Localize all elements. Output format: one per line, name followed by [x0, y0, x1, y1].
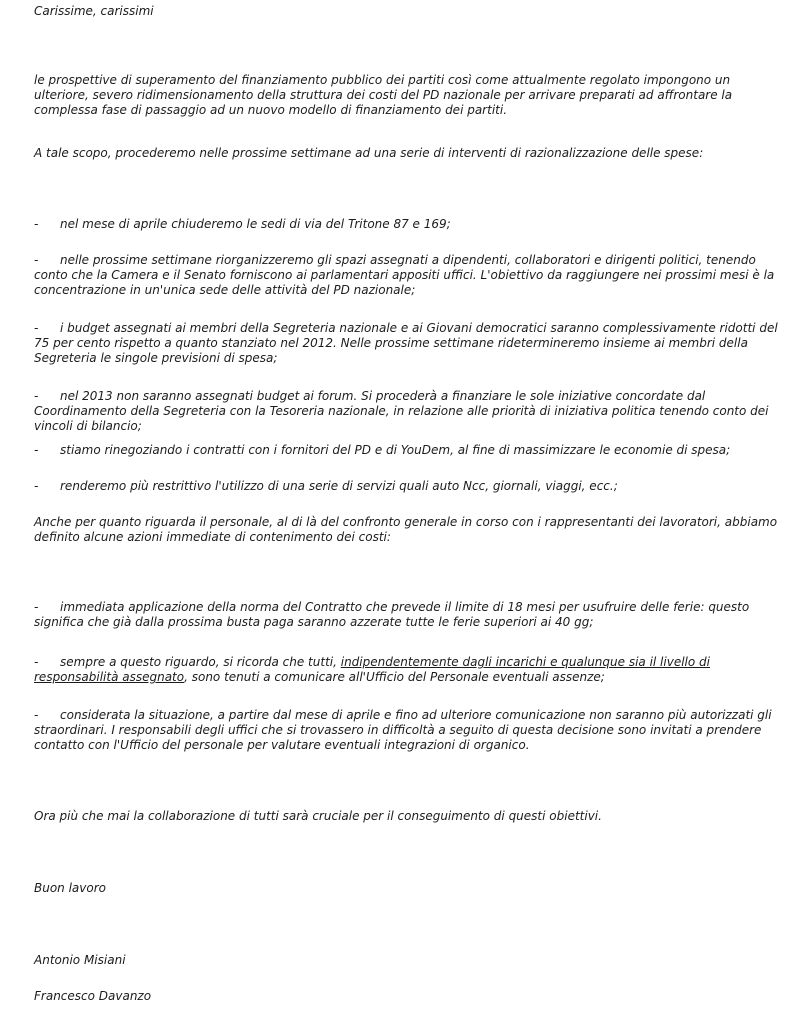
underlined-text: indipendentemente dagli incarichi e qualunque sia il livello di responsabilità assegnato	[34, 655, 710, 684]
personnel-text: sempre a questo riguardo, si ricorda che tutti,	[60, 655, 341, 669]
bullet-dash: -	[34, 600, 39, 614]
bullet-dash: -	[34, 708, 39, 722]
measure-item	[34, 217, 782, 232]
measure-item	[34, 443, 782, 458]
personnel-text: , sono tenuti a comunicare all'Ufficio del Personale eventuali assenze;	[184, 670, 605, 684]
personnel-text: considerata la situazione, a partire dal mese di aprile e fino ad ulteriore comunicazione non saranno più autorizzati gli straordinari. I responsabili degli uffici che si trovassero in difficoltà a seguito di questa decisione sono invitati a prendere contatto con l'Ufficio del personale per valutare eventuali integrazioni di organico.	[34, 708, 772, 752]
personnel-item	[34, 655, 782, 685]
measure-item	[34, 321, 782, 366]
measures-intro: A tale scopo, procederemo nelle prossime settimane ad una serie di interventi di razionalizzazione delle spese:	[34, 146, 704, 160]
measure-text: i budget assegnati ai membri della Segreteria nazionale e ai Giovani democratici saranno complessivamente ridotti del 75 per cento rispetto a quanto stanziato nel 2012. Nelle prossime settimane ridetermineremo insieme ai membri della Segreteria le singole previsioni di spesa;	[34, 321, 778, 365]
intro-paragraph: le prospettive di superamento del finanziamento pubblico dei partiti così come attualmente regolato impongono un ulteriore, severo ridimensionamento della struttura dei costi del PD nazionale per arrivare preparati ad affrontare la complessa fase di passaggio ad un nuovo modello di finanziamento dei partiti.	[34, 73, 733, 117]
measure-text: renderemo più restrittivo l'utilizzo di una serie di servizi quali auto Ncc, giornali, viaggi, ecc.;	[60, 479, 618, 493]
measure-text: stiamo rinegoziando i contratti con i fornitori del PD e di YouDem, al fine di massimizzare le economie di spesa;	[60, 443, 731, 457]
personnel-item	[34, 708, 782, 753]
measure-item	[34, 389, 782, 434]
bullet-dash: -	[34, 479, 39, 493]
measure-text: nelle prossime settimane riorganizzeremo gli spazi assegnati a dipendenti, collaboratori e dirigenti politici, tenendo conto che la Camera e il Senato forniscono ai parlamentari appositi uffici. L'obiettivo da raggiungere nei prossimi mesi è la concentrazione in un'unica sede delle attività del PD nazionale;	[34, 253, 775, 297]
measure-text: nel mese di aprile chiuderemo le sedi di via del Tritone 87 e 169;	[60, 217, 451, 231]
sign-off: Buon lavoro	[34, 881, 107, 895]
bullet-dash: -	[34, 389, 39, 403]
measure-item	[34, 253, 782, 298]
bullet-dash: -	[34, 321, 39, 335]
measure-item	[34, 479, 782, 494]
personnel-intro: Anche per quanto riguarda il personale, al di là del confronto generale in corso con i rappresentanti dei lavoratori, abbiamo definito alcune azioni immediate di contenimento dei costi:	[34, 515, 778, 544]
bullet-dash: -	[34, 253, 39, 267]
signatory-name: Francesco Davanzo	[34, 989, 152, 1003]
greeting: Carissime, carissimi	[34, 4, 154, 18]
bullet-dash: -	[34, 655, 39, 669]
bullet-dash: -	[34, 443, 39, 457]
personnel-text: immediata applicazione della norma del Contratto che prevede il limite di 18 mesi per usufruire delle ferie: questo significa che già dalla prossima busta paga saranno azzerate tutte le ferie superiori ai 40 gg;	[34, 600, 750, 629]
measure-text: nel 2013 non saranno assegnati budget ai forum. Si procederà a finanziare le sole iniziative concordate dal Coordinamento della Segreteria con la Tesoreria nazionale, in relazione alle priorità di iniziativa politica tenendo conto dei vincoli di bilancio;	[34, 389, 769, 433]
signatory-name: Antonio Misiani	[34, 953, 126, 967]
personnel-item	[34, 600, 782, 630]
closing-paragraph: Ora più che mai la collaborazione di tutti sarà cruciale per il conseguimento di questi obiettivi.	[34, 809, 602, 823]
bullet-dash: -	[34, 217, 39, 231]
